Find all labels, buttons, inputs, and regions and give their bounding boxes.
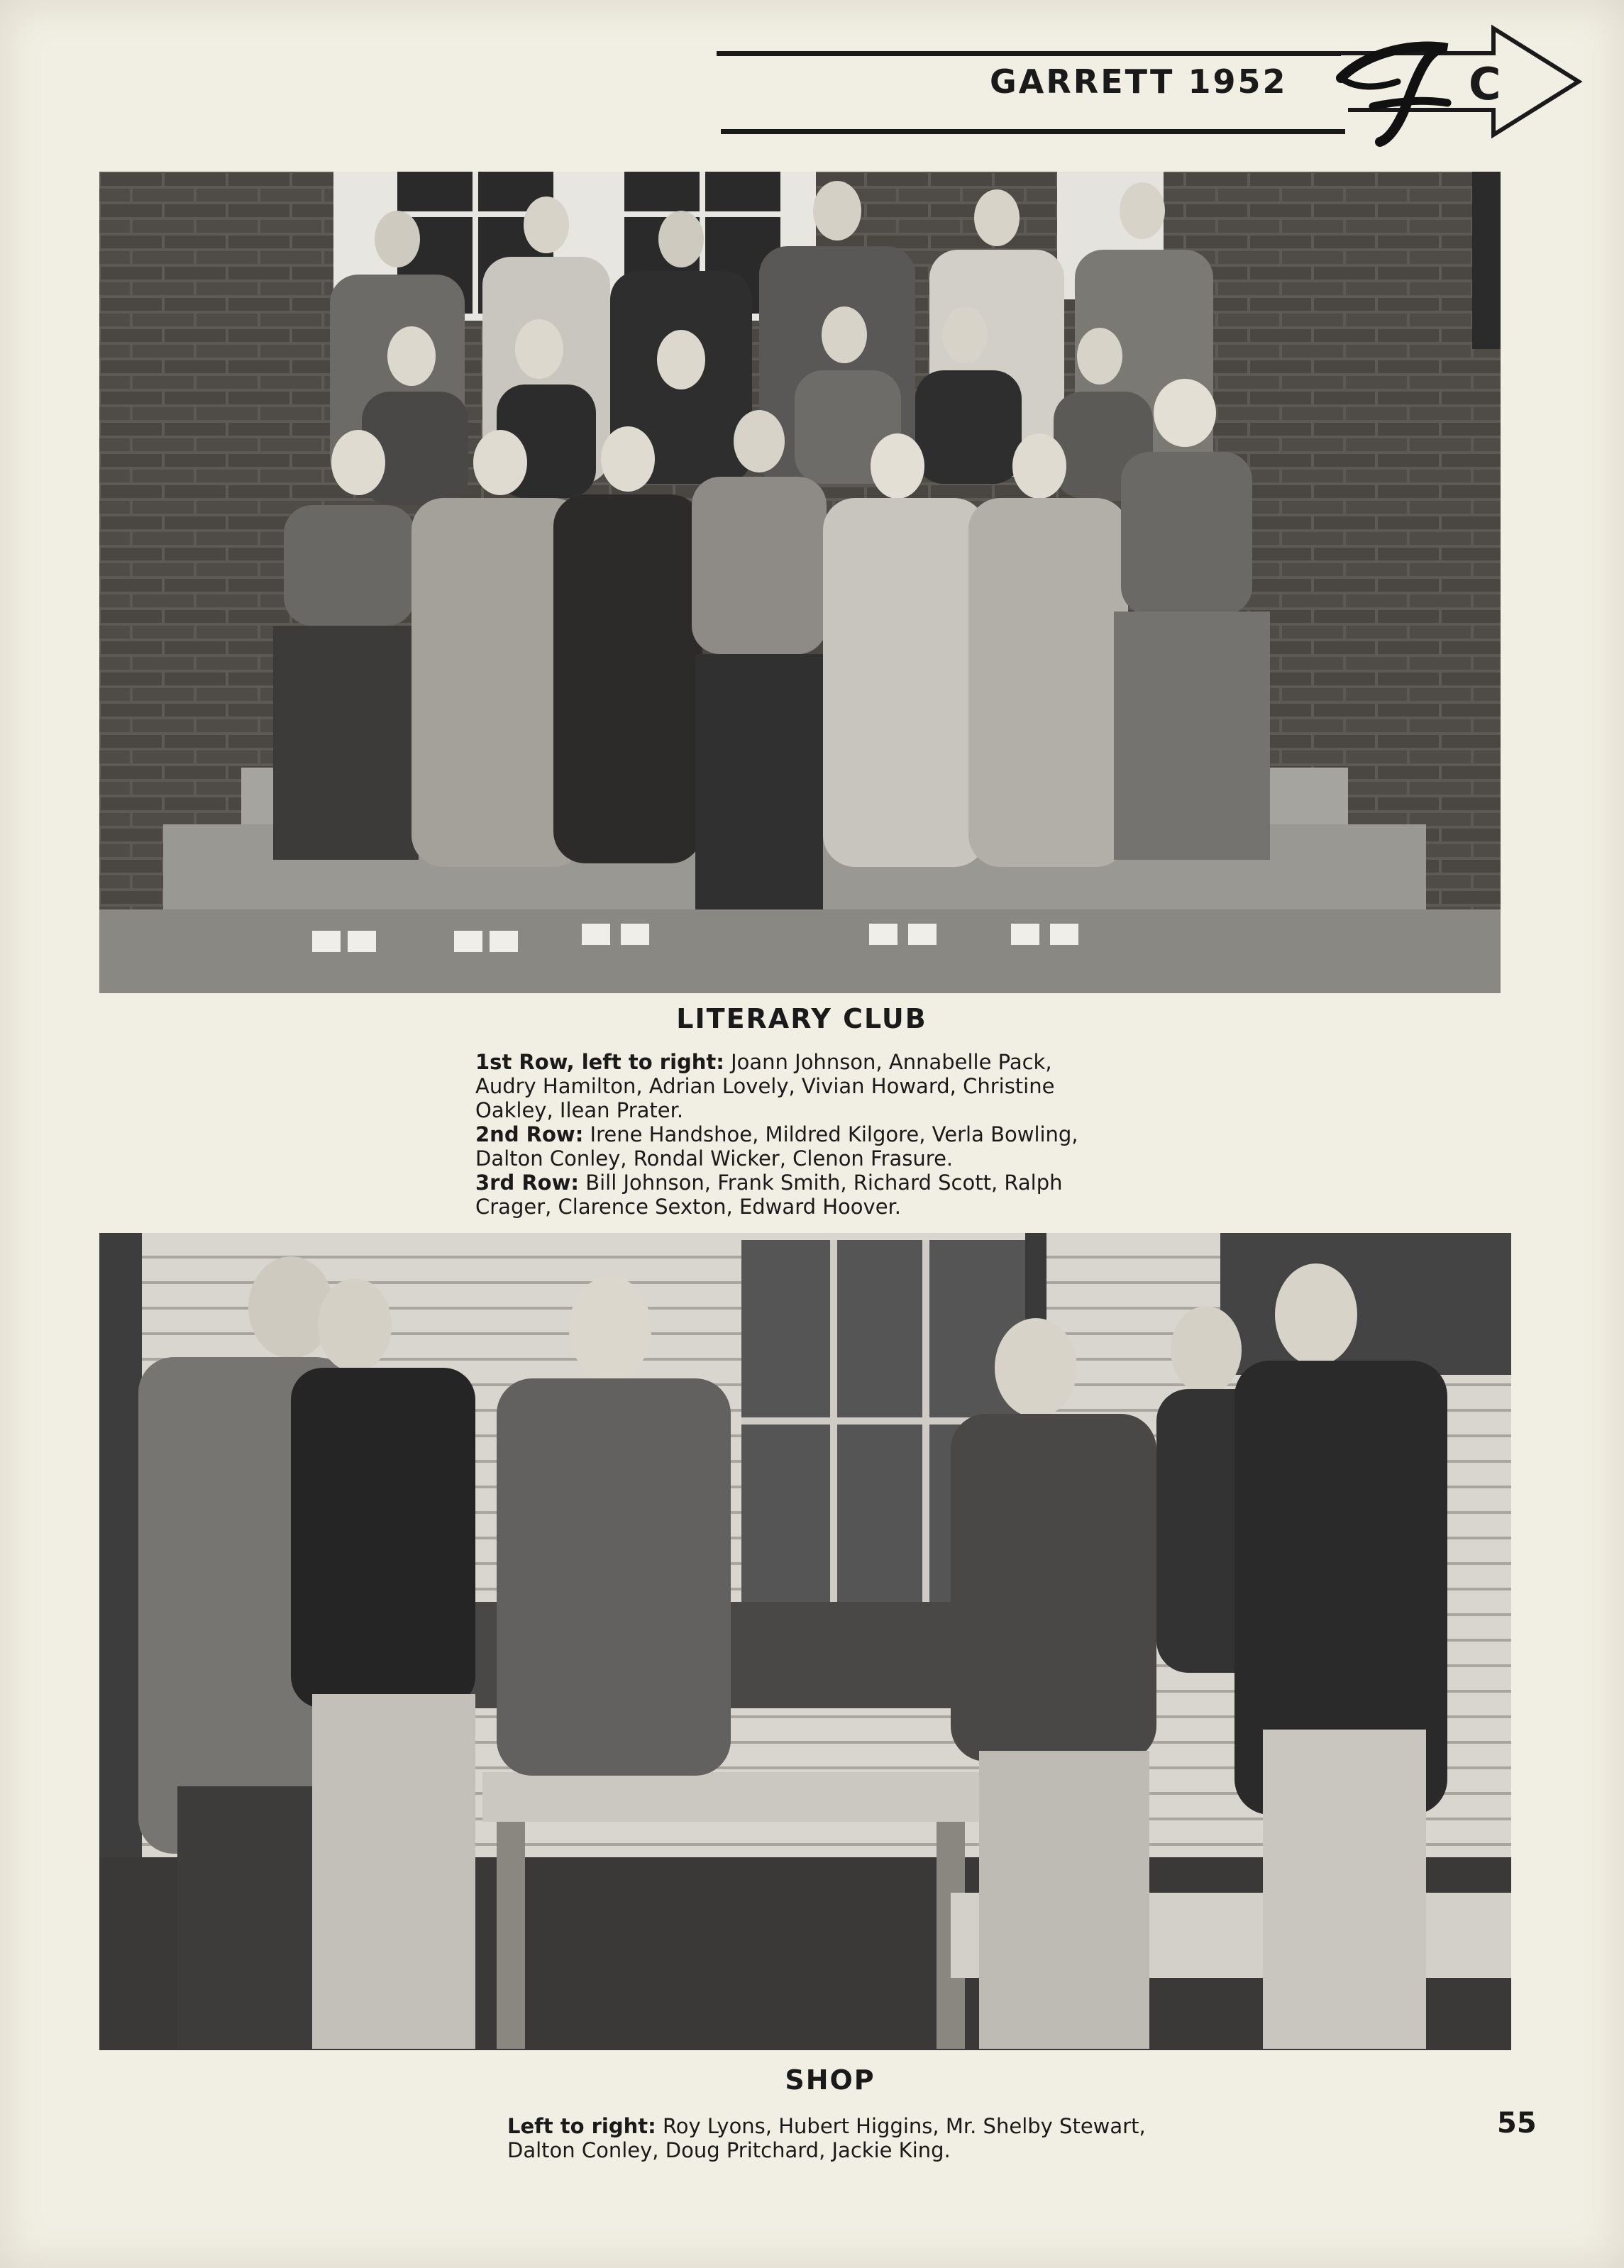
shop-title: SHOP — [785, 2064, 875, 2096]
page-number: 55 — [1497, 2107, 1537, 2140]
shop-caption: Left to right: Roy Lyons, Hubert Higgins, Mr. Shelby Stewart, Dalton Conley, Doug Pritchard, Jackie King. — [507, 2114, 1146, 2162]
header-title: GARRETT 1952 — [990, 62, 1288, 101]
header-arrow-icon — [717, 21, 1596, 149]
caption-row-2: 2nd Row: Irene Handshoe, Mildred Kilgore, Verla Bowling, Dalton Conley, Rondal Wicker, Clenon Frasure. — [475, 1122, 1078, 1171]
page-header — [717, 21, 1596, 149]
header-section-letter: C — [1469, 58, 1501, 110]
literary-club-photo — [99, 172, 1501, 993]
literary-club-caption — [475, 1050, 1117, 1219]
shop-photo — [99, 1233, 1511, 2050]
literary-club-title: LITERARY CLUB — [676, 1003, 927, 1034]
caption-row-3: 3rd Row: Bill Johnson, Frank Smith, Richard Scott, Ralph Crager, Clarence Sexton, Edward Hoover. — [475, 1171, 1063, 1219]
caption-row-1: 1st Row, left to right: Joann Johnson, Annabelle Pack, Audry Hamilton, Adrian Lovely, Vivian Howard, Christine Oakley, Ilean Prater. — [475, 1050, 1055, 1122]
